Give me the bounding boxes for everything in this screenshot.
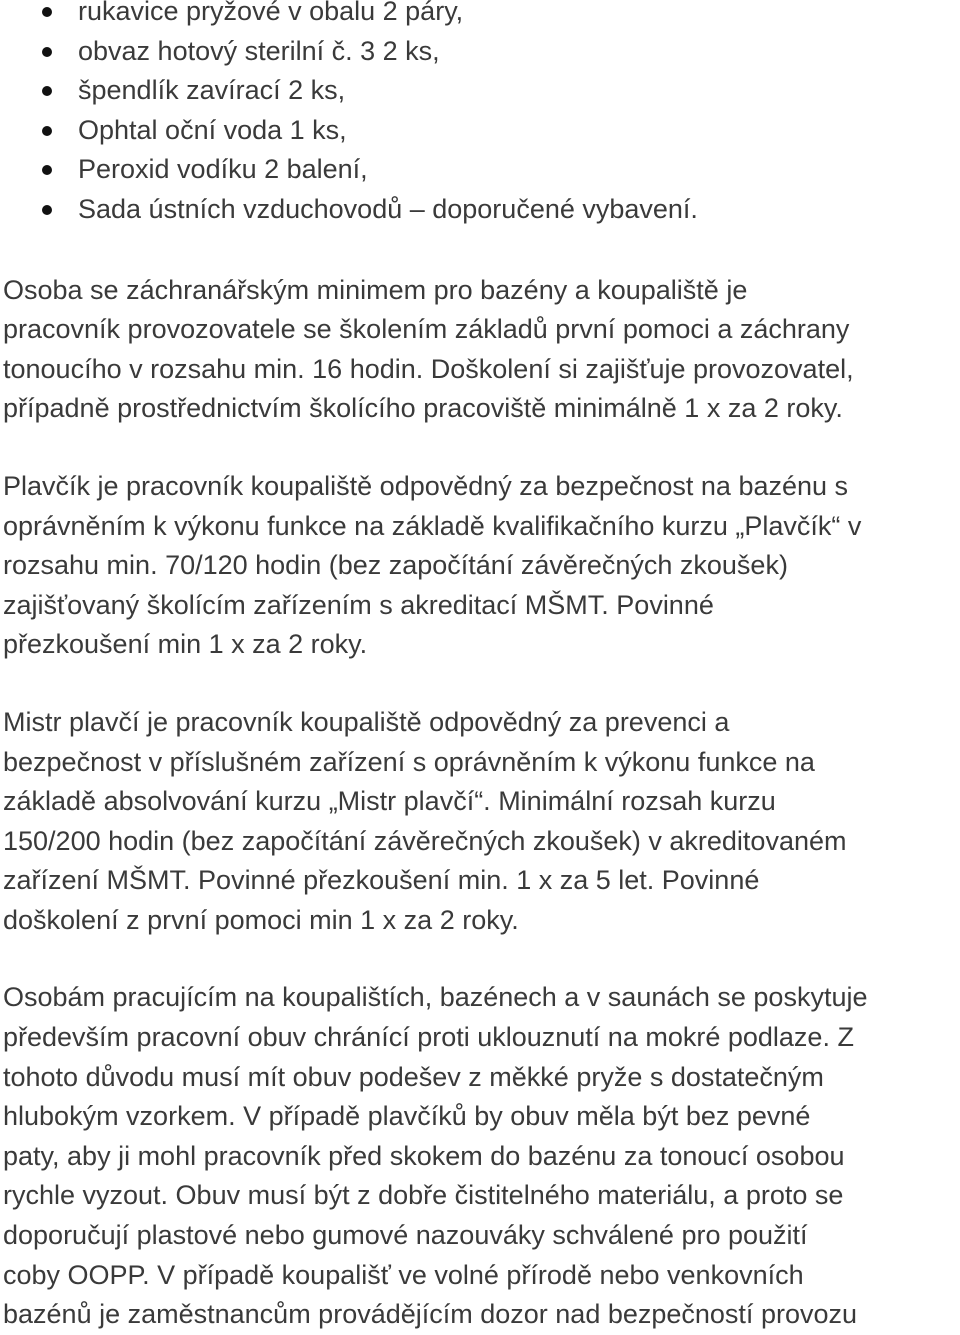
list-item [0,111,960,151]
bullet-icon [42,7,52,17]
bullet-icon [42,47,52,57]
spacer [0,230,960,271]
equipment-list [0,0,960,230]
list-item [0,0,960,32]
spacer [0,665,960,703]
spacer [0,429,960,467]
list-item [0,150,960,190]
list-item [0,32,960,72]
paragraph-footwear: Osobám pracujícím na koupalištích, bazénech a v saunách se poskytuje především pracovní obuv chránící proti uklouznutí na mokré podlaze. Z tohoto důvodu musí mít obuv podešev z měkké pryže s dostatečným hlubokým vzorkem. V případě plavčíků by obuv měla být bez pevné paty, aby ji mohl pracovník před skokem do bazénu za tonoucí osobou rychle vyzout. Obuv musí být z dobře čistitelného materiálu, a proto se doporučují plastové nebo gumové nazouváky schválené pro použití coby OOPP. V případě koupališť ve volné přírodě nebo venkovních bazénů je zaměstnancům provádějícím dozor nad bezpečností provozu [3,982,868,1330]
list-item-text: špendlík zavírací 2 ks, [78,75,346,106]
list-item [0,190,960,230]
list-item-text: rukavice pryžové v obalu 2 páry, [78,0,464,26]
list-item [0,71,960,111]
list-item-text: Ophtal oční voda 1 ks, [78,114,347,145]
bullet-icon [42,126,52,136]
bullet-icon [42,165,52,175]
bullet-icon [42,205,52,215]
list-item-text: obvaz hotový sterilní č. 3 2 ks, [78,35,440,66]
paragraph-lifeguard: Plavčík je pracovník koupaliště odpovědný za bezpečnost na bazénu s oprávněním k výkonu funkce na základě kvalifikačního kurzu „Plavčík“ v rozsahu min. 70/120 hodin (bez započítání závěrečných zkoušek) zajišťovaný školícím zařízením s akreditací MŠMT. Povinné přezkoušení min 1 x za 2 roky. [3,470,862,660]
paragraph-master-lifeguard: Mistr plavčí je pracovník koupaliště odpovědný za prevenci a bezpečnost v příslušném zařízení s oprávněním k výkonu funkce na základě absolvování kurzu „Mistr plavčí“. Minimální rozsah kurzu 150/200 hodin (bez započítání závěrečných zkoušek) v akreditovaném zařízení MŠMT. Povinné přezkoušení min. 1 x za 5 let. Povinné doškolení z první pomoci min 1 x za 2 roky. [3,706,847,935]
bullet-icon [42,86,52,96]
spacer [0,940,960,978]
list-item-text: Sada ústních vzduchovodů – doporučené vybavení. [78,193,698,224]
paragraph-rescue-minimum: Osoba se záchranářským minimem pro bazény a koupaliště je pracovník provozovatele se školením základů první pomoci a záchrany tonoucího v rozsahu min. 16 hodin. Doškolení si zajišťuje provozovatel, případně prostřednictvím školícího pracoviště minimálně 1 x za 2 roky. [3,274,854,424]
list-item-text: Peroxid vodíku 2 balení, [78,154,368,185]
